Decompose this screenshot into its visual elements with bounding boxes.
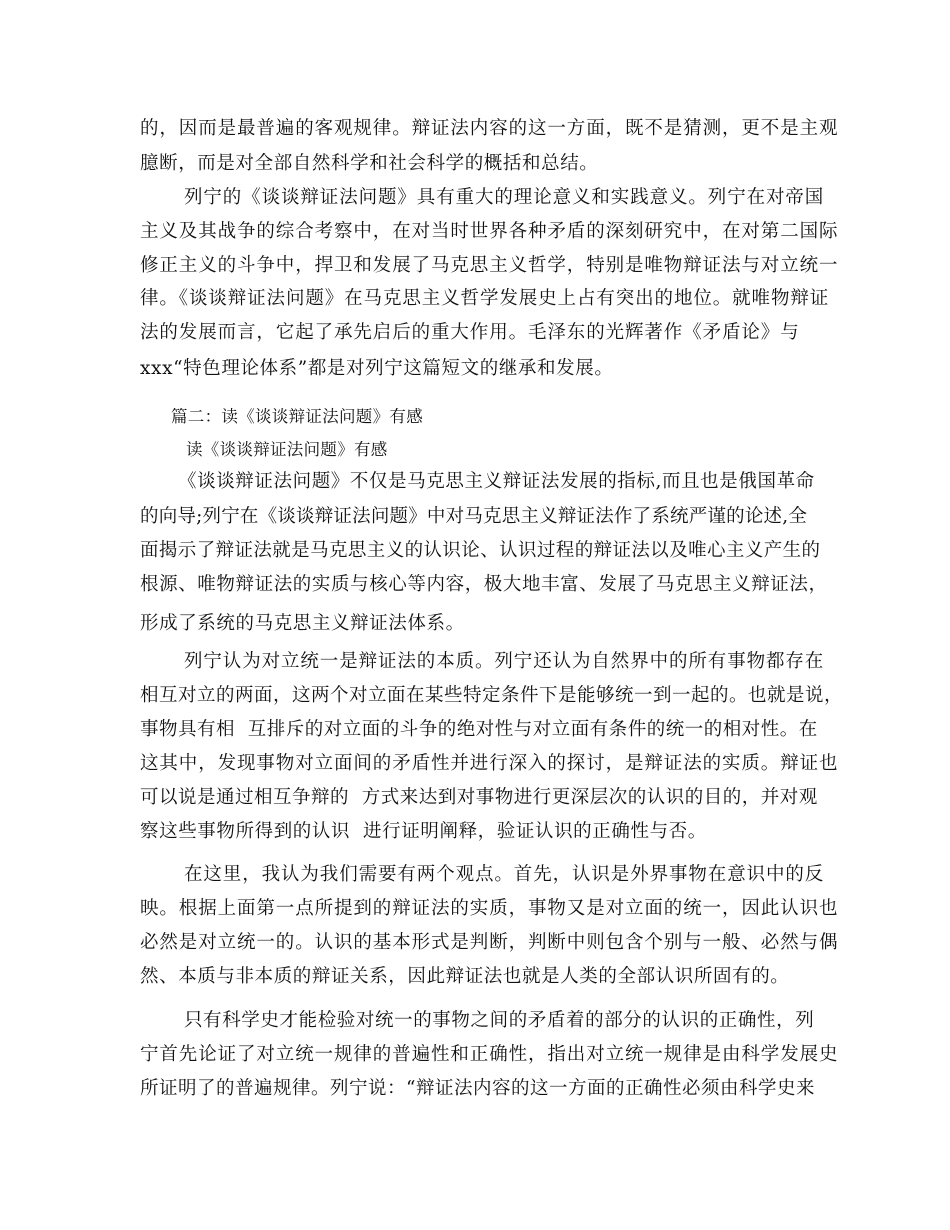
section-heading: 篇二：读《谈谈辩证法问题》有感 <box>171 407 423 426</box>
paragraph-line: 事物具有相 互排斥的对立面的斗争的绝对性与对立面有条件的统一的相对性。在 <box>140 719 818 740</box>
paragraph-line: 形成了系统的马克思主义辩证法体系。 <box>140 613 465 634</box>
paragraph-line: 根源、唯物辩证法的实质与核心等内容，极大地丰富、发展了马克思主义辩证法， <box>140 574 828 595</box>
paragraph-line: 臆断，而是对全部自然科学和社会科学的概括和总结。 <box>140 153 599 174</box>
paragraph-line: 修正主义的斗争中，捍卫和发展了马克思主义哲学，特别是唯物辩证法与对立统一 <box>140 255 839 276</box>
paragraph-line: 列宁认为对立统一是辩证法的本质。列宁还认为自然界中的所有事物都存在 <box>184 651 825 672</box>
paragraph-line: 宁首先论证了对立统一规律的普遍性和正确性，指出对立统一规律是由科学发展史 <box>140 1044 839 1065</box>
article-title: 读《谈谈辩证法问题》有感 <box>186 440 388 459</box>
paragraph-line: 律。《谈谈辩证法问题》在马克思主义哲学发展史上占有突出的地位。就唯物辩证 <box>140 288 830 309</box>
paragraph-line: 只有科学史才能检验对统一的事物之间的矛盾着的部分的认识的正确性，列 <box>184 1010 815 1031</box>
paragraph-line: 察这些事物所得到的认识 进行证明阐释，验证认识的正确性与否。 <box>140 821 707 842</box>
paragraph-line: 然、本质与非本质的辩证关系，因此辩证法也就是人类的全部认识所固有的。 <box>140 966 790 987</box>
paragraph-line: 《谈谈辩证法问题》不仅是马克思主义辩证法发展的指标,而且也是俄国革命 <box>178 471 815 492</box>
paragraph-line: 主义及其战争的综合考察中，在对当时世界各种矛盾的深刻研究中，在对第二国际 <box>140 221 839 242</box>
paragraph-line: 列宁的《谈谈辩证法问题》具有重大的理论意义和实践意义。列宁在对帝国 <box>184 187 825 208</box>
paragraph-line: 所证明了的普遍规律。列宁说：“辩证法内容的这一方面的正确性必须由科学史来 <box>140 1078 815 1099</box>
paragraph-line: 的，因而是最普遍的客观规律。辩证法内容的这一方面，既不是猜测，更不是主观 <box>140 118 839 139</box>
paragraph-line: 法的发展而言，它起了承先启后的重大作用。毛泽东的光辉著作《矛盾论》与 <box>140 322 800 343</box>
paragraph-line: 这其中，发现事物对立面间的矛盾性并进行深入的探讨，是辩证法的实质。辩证也 <box>140 753 839 774</box>
paragraph-line: 面揭示了辩证法就是马克思主义的认识论、认识过程的辩证法以及唯心主义产生的 <box>140 540 821 561</box>
paragraph-line: 可以说是通过相互争辩的 方式来达到对事物进行更深层次的认识的目的，并对观 <box>140 787 818 808</box>
paragraph-line: 在这里，我认为我们需要有两个观点。首先，认识是外界事物在意识中的反 <box>184 864 825 885</box>
paragraph-line: xxx“特色理论体系”都是对列宁这篇短文的继承和发展。 <box>140 358 614 379</box>
paragraph-line: 的向导;列宁在《谈谈辩证法问题》中对马克思主义辩证法作了系统严谨的论述,全 <box>140 506 808 527</box>
paragraph-line: 必然是对立统一的。认识的基本形式是判断，判断中则包含个别与一般、必然与偶 <box>140 932 839 953</box>
paragraph-line: 映。根据上面第一点所提到的辩证法的实质，事物又是对立面的统一，因此认识也 <box>140 898 839 919</box>
paragraph-line: 相互对立的两面，这两个对立面在某些特定条件下是能够统一到一起的。也就是说， <box>140 685 844 706</box>
